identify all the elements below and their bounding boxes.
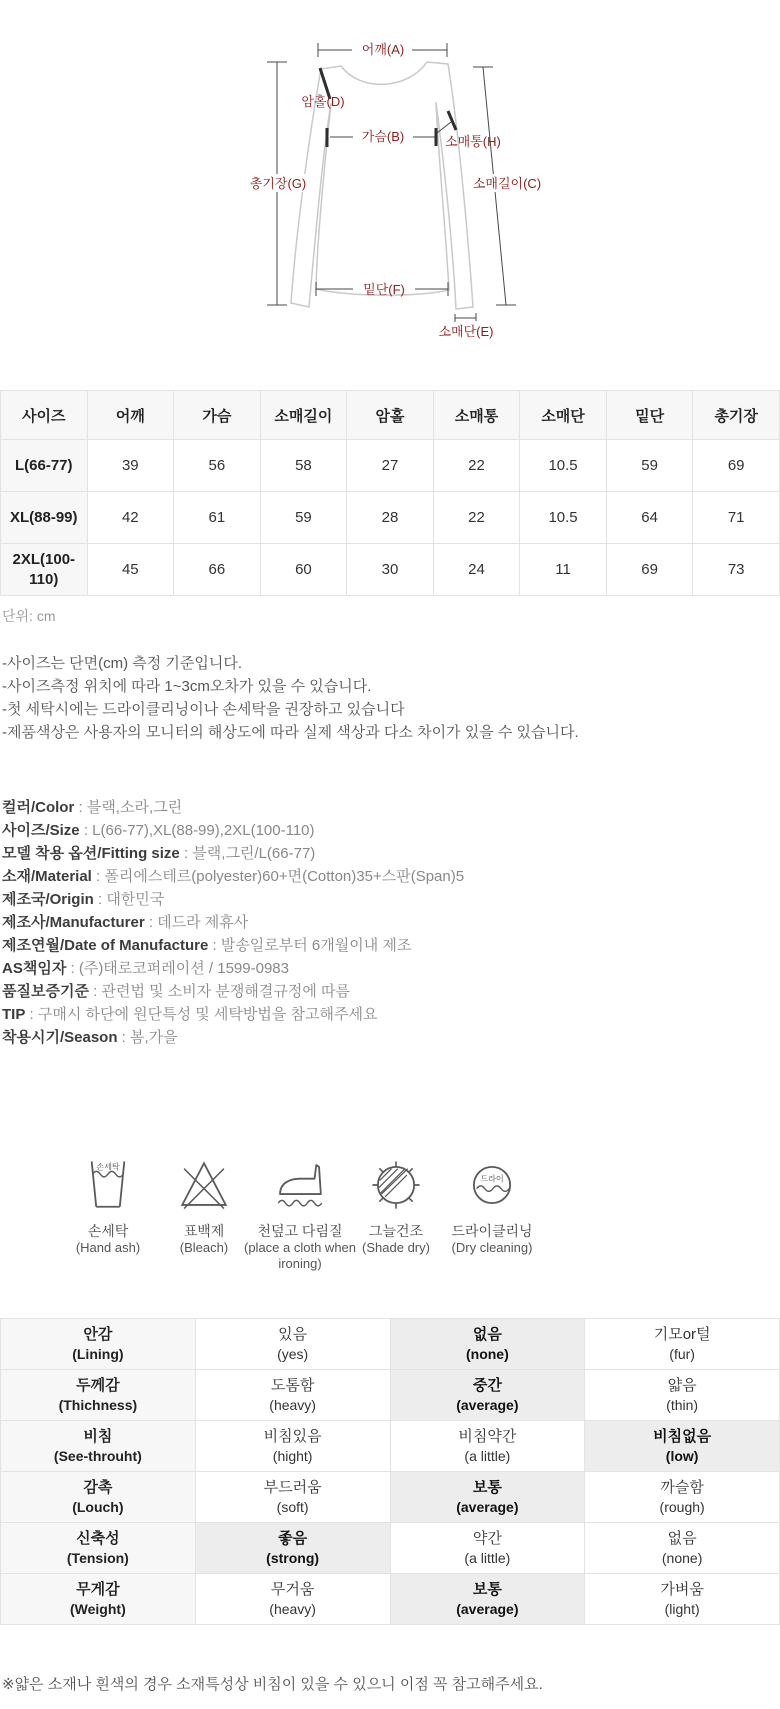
info-value: 관련법 및 소비자 분쟁해결규정에 따름 xyxy=(101,983,350,1000)
info-label: 모델 착용 옵션/Fitting size xyxy=(2,845,180,862)
info-separator: : xyxy=(74,799,87,816)
fabric-option: 얇음 (thin) xyxy=(585,1370,780,1421)
care-label: 드라이클리닝 xyxy=(451,1223,533,1239)
info-separator: : xyxy=(93,891,107,908)
size-cell: 69 xyxy=(693,440,780,492)
fabric-option: 없음 (none) xyxy=(585,1523,780,1574)
info-value: 폴리에스테르(polyester)60+면(Cotton)35+스판(Span)5 xyxy=(104,868,465,885)
size-row-label: XL(88-99) xyxy=(1,492,88,544)
fabric-row-weight xyxy=(1,1574,780,1625)
fabric-option: 보통 (average) xyxy=(390,1472,585,1523)
fabric-option: 부드러움 (soft) xyxy=(195,1472,390,1523)
size-cell: 10.5 xyxy=(520,492,607,544)
size-table-row xyxy=(1,440,780,492)
size-cell: 45 xyxy=(87,544,174,596)
size-notes xyxy=(2,652,780,744)
info-value: (주)태로코퍼레이션 / 1599-0983 xyxy=(78,960,289,977)
label-chest: 가슴(B) xyxy=(361,129,405,144)
fabric-option: 까슬함 (rough) xyxy=(585,1472,780,1523)
size-cell: 22 xyxy=(433,440,520,492)
info-separator: : xyxy=(117,1029,131,1046)
label-armhole: 암홀(D) xyxy=(301,94,345,109)
care-label-en: (Shade dry) xyxy=(362,1240,430,1255)
info-separator: : xyxy=(66,960,79,977)
product-info-row xyxy=(2,934,780,957)
info-separator: : xyxy=(91,868,105,885)
care-item-hand-wash xyxy=(60,1153,156,1272)
dry-cleaning-icon xyxy=(463,1153,521,1217)
fabric-option: 있음 (yes) xyxy=(195,1319,390,1370)
product-info-row xyxy=(2,980,780,1003)
care-label-en: (Hand ash) xyxy=(75,1240,141,1255)
fabric-row-label: 비침 (See-throuht) xyxy=(1,1421,196,1472)
fabric-option: 중간 (average) xyxy=(390,1370,585,1421)
size-col-header: 가슴 xyxy=(174,391,261,440)
info-value: 블랙,그린/L(66-77) xyxy=(192,845,316,862)
size-table-row xyxy=(1,492,780,544)
fabric-row-label: 감촉 (Louch) xyxy=(1,1472,196,1523)
info-label: 사이즈/Size xyxy=(2,822,80,839)
care-item-bleach xyxy=(156,1153,252,1272)
care-item-shade-dry xyxy=(348,1153,444,1272)
info-label: 제조국/Origin xyxy=(2,891,94,908)
fabric-option: 기모or털 (fur) xyxy=(585,1319,780,1370)
care-inner-text: 손세탁 xyxy=(96,1162,120,1172)
fabric-option: 보통 (average) xyxy=(390,1574,585,1625)
size-cell: 10.5 xyxy=(520,440,607,492)
size-cell: 69 xyxy=(606,544,693,596)
fabric-option: 좋음 (strong) xyxy=(195,1523,390,1574)
info-label: 제조연월/Date of Manufacture xyxy=(2,937,209,954)
size-cell: 22 xyxy=(433,492,520,544)
fabric-row-label: 두께감 (Thichness) xyxy=(1,1370,196,1421)
size-cell: 64 xyxy=(606,492,693,544)
fabric-row-label: 무게감 (Weight) xyxy=(1,1574,196,1625)
size-cell: 61 xyxy=(174,492,261,544)
product-info-row xyxy=(2,842,780,865)
shade-dry-icon xyxy=(367,1153,425,1217)
size-col-header: 암홀 xyxy=(347,391,434,440)
info-value: 봄,가을 xyxy=(130,1029,178,1046)
fabric-option: 비침약간 (a little) xyxy=(390,1421,585,1472)
label-sleeve-length: 소매길이(C) xyxy=(472,176,542,191)
info-value: 블랙,소라,그린 xyxy=(86,799,183,816)
info-separator: : xyxy=(208,937,221,954)
fabric-option: 약간 (a little) xyxy=(390,1523,585,1574)
size-cell: 42 xyxy=(87,492,174,544)
info-label: 착용시기/Season xyxy=(2,1029,118,1046)
size-col-header: 어깨 xyxy=(87,391,174,440)
product-info-row xyxy=(2,796,780,819)
fabric-option: 가벼움 (light) xyxy=(585,1574,780,1625)
info-label: TIP xyxy=(2,1006,26,1023)
size-col-header: 소매길이 xyxy=(260,391,347,440)
info-label: 제조사/Manufacturer xyxy=(2,914,145,931)
size-col-header: 밑단 xyxy=(606,391,693,440)
info-separator: : xyxy=(79,822,93,839)
size-table xyxy=(0,390,780,596)
size-cell: 66 xyxy=(174,544,261,596)
fabric-row-label: 안감 (Lining) xyxy=(1,1319,196,1370)
size-cell: 11 xyxy=(520,544,607,596)
size-col-header: 총기장 xyxy=(693,391,780,440)
info-label: 품질보증기준 xyxy=(2,983,89,1000)
fabric-row-see-through xyxy=(1,1421,780,1472)
fabric-option: 무거움 (heavy) xyxy=(195,1574,390,1625)
label-sleeve-cuff: 소매단(E) xyxy=(438,324,494,339)
label-sleeve-width: 소매통(H) xyxy=(445,134,501,149)
unit-label: 단위: cm xyxy=(2,608,56,624)
bleach-icon xyxy=(175,1153,233,1217)
label-total-length: 총기장(G) xyxy=(249,176,307,191)
product-info-row xyxy=(2,1003,780,1026)
size-row-label: L(66-77) xyxy=(1,440,88,492)
care-label-en: (place a cloth when ironing) xyxy=(244,1240,357,1271)
fabric-row-label: 신축성 (Tension) xyxy=(1,1523,196,1574)
label-hem: 밑단(F) xyxy=(363,282,405,297)
info-value: 구매시 하단에 원단특성 및 세탁방법을 참고해주세요 xyxy=(37,1006,378,1023)
fabric-option: 도톰함 (heavy) xyxy=(195,1370,390,1421)
care-label-en: (Dry cleaning) xyxy=(451,1240,533,1255)
size-col-header: 사이즈 xyxy=(1,391,88,440)
info-value: L(66-77),XL(88-99),2XL(100-110) xyxy=(92,822,315,839)
size-cell: 28 xyxy=(347,492,434,544)
product-info-row xyxy=(2,1026,780,1049)
info-separator: : xyxy=(25,1006,38,1023)
info-label: AS책임자 xyxy=(2,960,67,977)
care-label: 그늘건조 xyxy=(368,1223,424,1239)
info-value: 데드라 제휴사 xyxy=(157,914,249,931)
fabric-row-lining xyxy=(1,1319,780,1370)
fabric-table xyxy=(0,1318,780,1625)
size-table-row xyxy=(1,544,780,596)
info-separator: : xyxy=(179,845,193,862)
fabric-row-touch xyxy=(1,1472,780,1523)
info-label: 소재/Material xyxy=(2,868,92,885)
product-info-row xyxy=(2,957,780,980)
care-inner-text: 드라이 xyxy=(480,1174,504,1184)
size-row-label: 2XL(100-110) xyxy=(1,544,88,596)
size-cell: 27 xyxy=(347,440,434,492)
product-info-row xyxy=(2,888,780,911)
product-info-list xyxy=(2,796,780,1049)
care-item-dry-cleaning xyxy=(444,1153,540,1272)
size-col-header: 소매단 xyxy=(520,391,607,440)
shirt-measurement-svg xyxy=(0,0,780,390)
fabric-row-thickness xyxy=(1,1370,780,1421)
fabric-row-tension xyxy=(1,1523,780,1574)
care-label: 손세탁 xyxy=(87,1223,129,1239)
care-label-en: (Bleach) xyxy=(179,1240,229,1255)
note-line: -첫 세탁시에는 드라이클리닝이나 손세탁을 권장하고 있습니다 xyxy=(2,701,405,718)
care-label: 표백제 xyxy=(183,1223,225,1239)
info-value: 대한민국 xyxy=(106,891,165,908)
size-col-header: 소매통 xyxy=(433,391,520,440)
note-line: -사이즈측정 위치에 따라 1~3cm오차가 있을 수 있습니다. xyxy=(2,678,372,695)
hand-wash-icon xyxy=(79,1153,137,1217)
size-cell: 71 xyxy=(693,492,780,544)
label-shoulder: 어깨(A) xyxy=(361,42,405,57)
info-separator: : xyxy=(144,914,158,931)
fabric-option: 없음 (none) xyxy=(390,1319,585,1370)
size-cell: 24 xyxy=(433,544,520,596)
size-cell: 58 xyxy=(260,440,347,492)
size-cell: 59 xyxy=(606,440,693,492)
product-info-row xyxy=(2,819,780,842)
measurement-diagram xyxy=(0,0,780,390)
info-separator: : xyxy=(88,983,102,1000)
size-cell: 59 xyxy=(260,492,347,544)
iron-with-cloth-icon xyxy=(271,1153,329,1217)
info-label: 컬러/Color xyxy=(2,799,75,816)
size-cell: 56 xyxy=(174,440,261,492)
fabric-option: 비침있음 (hight) xyxy=(195,1421,390,1472)
size-cell: 73 xyxy=(693,544,780,596)
care-icons-row xyxy=(60,1153,780,1272)
care-label: 천덮고 다림질 xyxy=(257,1223,343,1239)
fabric-option: 비침없음 (low) xyxy=(585,1421,780,1472)
size-cell: 30 xyxy=(347,544,434,596)
note-line: -사이즈는 단면(cm) 측정 기준입니다. xyxy=(2,655,243,672)
care-item-iron-cloth xyxy=(244,1153,357,1272)
footnote: ※얇은 소재나 흰색의 경우 소재특성상 비침이 있을 수 있으니 이점 꼭 참고해주세요. xyxy=(2,1676,543,1693)
size-cell: 39 xyxy=(87,440,174,492)
size-table-header-row xyxy=(1,391,780,440)
size-cell: 60 xyxy=(260,544,347,596)
info-value: 발송일로부터 6개월이내 제조 xyxy=(220,937,412,954)
product-info-row xyxy=(2,911,780,934)
product-info-row xyxy=(2,865,780,888)
note-line: -제품색상은 사용자의 모니터의 해상도에 따라 실제 색상과 다소 차이가 있을 수 있습니다. xyxy=(2,724,579,741)
